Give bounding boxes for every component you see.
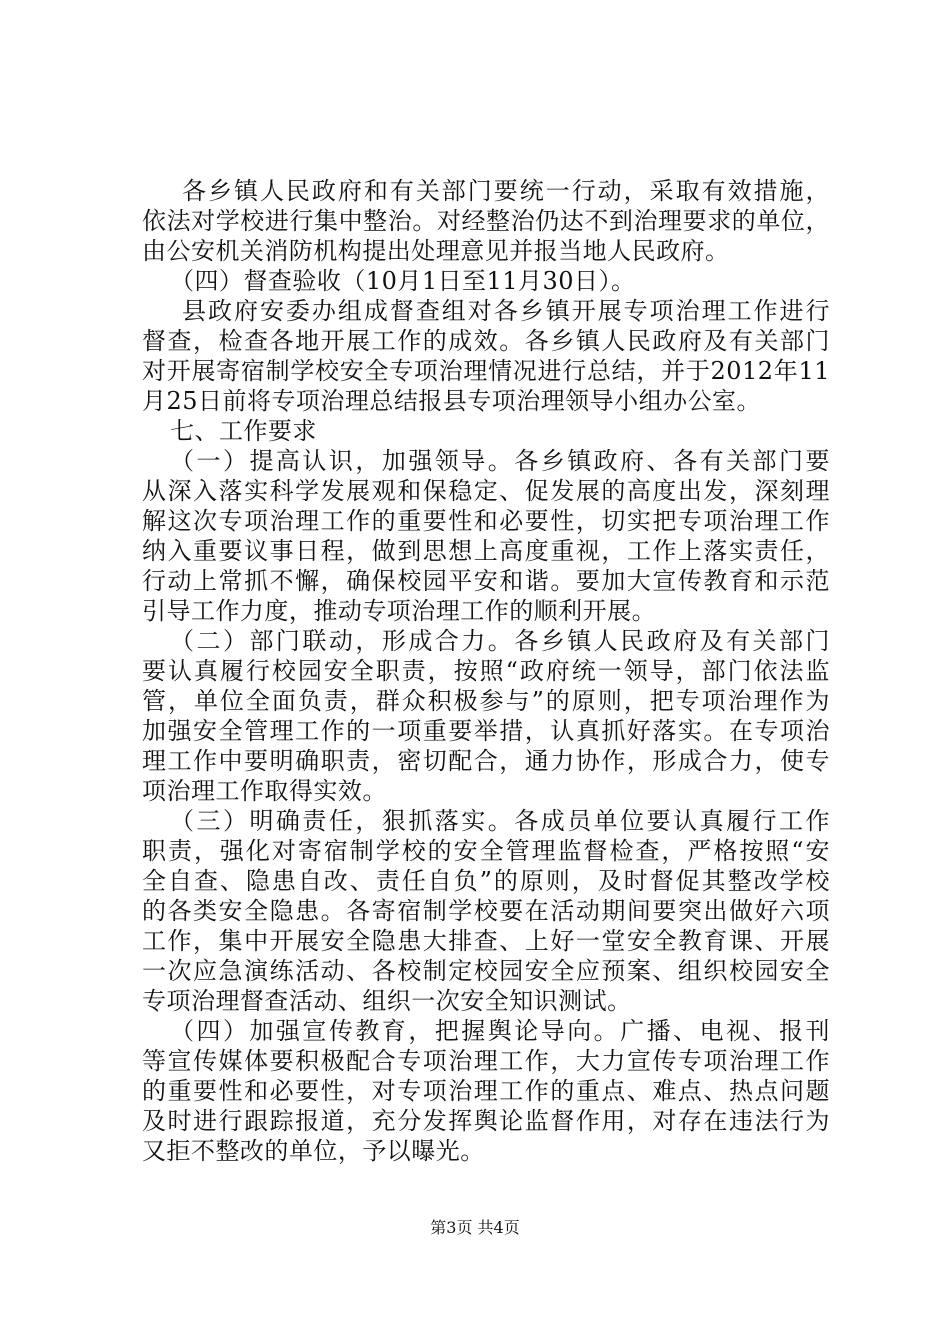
text-line: 一次应急演练活动、各校制定校园安全应预案、组织校园安全 xyxy=(142,957,830,985)
text-line: 纳入重要议事日程，做到思想上高度重视，工作上落实责任， xyxy=(142,537,830,565)
text-line: 要认真履行校园安全职责，按照“政府统一领导，部门依法监 xyxy=(142,657,830,685)
text-line: 全自查、隐患自改、责任自负”的原则，及时督促其整改学校 xyxy=(142,867,830,895)
text-line: 加强安全管理工作的一项重要举措，认真抓好落实。在专项治 xyxy=(142,717,830,745)
text-line: （二）部门联动，形成合力。各乡镇人民政府及有关部门 xyxy=(170,627,830,655)
text-line: 工作，集中开展安全隐患大排查、上好一堂安全教育课、开展 xyxy=(142,927,830,955)
page-footer: 第3页 共4页 xyxy=(430,1218,520,1237)
text-line: （四）督查验收（10月1日至11月30日）。 xyxy=(170,267,636,295)
text-line: （三）明确责任，狠抓落实。各成员单位要认真履行工作 xyxy=(170,807,830,835)
text-line: （四）加强宣传教育，把握舆论导向。广播、电视、报刊 xyxy=(170,1017,830,1045)
text-line: 又拒不整改的单位，予以曝光。 xyxy=(142,1137,485,1165)
text-line: 从深入落实科学发展观和保稳定、促发展的高度出发，深刻理 xyxy=(142,477,830,505)
text-line: 七、工作要求 xyxy=(170,417,317,445)
text-line: 理工作中要明确职责，密切配合，通力协作，形成合力，使专 xyxy=(142,747,830,775)
text-line: 各乡镇人民政府和有关部门要统一行动，采取有效措施， xyxy=(182,177,830,205)
text-line: 项治理工作取得实效。 xyxy=(142,777,387,805)
text-line: 督查，检查各地开展工作的成效。各乡镇人民政府及有关部门 xyxy=(142,327,830,355)
text-line: 管，单位全面负责，群众积极参与”的原则，把专项治理作为 xyxy=(142,687,830,715)
text-line: 的各类安全隐患。各寄宿制学校要在活动期间要突出做好六项 xyxy=(142,897,830,925)
text-line: 对开展寄宿制学校安全专项治理情况进行总结，并于2012年11 xyxy=(142,357,830,385)
text-line: 的重要性和必要性，对专项治理工作的重点、难点、热点问题 xyxy=(142,1077,830,1105)
text-line: 及时进行跟踪报道，充分发挥舆论监督作用，对存在违法行为 xyxy=(142,1107,830,1135)
text-line: 依法对学校进行集中整治。对经整治仍达不到治理要求的单位， xyxy=(142,207,830,235)
text-line: 等宣传媒体要积极配合专项治理工作，大力宣传专项治理工作 xyxy=(142,1047,830,1075)
text-line: 县政府安委办组成督查组对各乡镇开展专项治理工作进行 xyxy=(182,297,830,325)
text-line: 专项治理督查活动、组织一次安全知识测试。 xyxy=(142,987,632,1015)
text-line: 引导工作力度，推动专项治理工作的顺利开展。 xyxy=(142,597,657,625)
text-line: 由公安机关消防机构提出处理意见并报当地人民政府。 xyxy=(142,237,730,265)
text-line: 职责，强化对寄宿制学校的安全管理监督检查，严格按照“安 xyxy=(142,837,830,865)
text-line: 解这次专项治理工作的重要性和必要性，切实把专项治理工作 xyxy=(142,507,830,535)
text-line: 行动上常抓不懈，确保校园平安和谐。要加大宣传教育和示范 xyxy=(142,567,830,595)
text-line: （一）提高认识，加强领导。各乡镇政府、各有关部门要 xyxy=(170,447,830,475)
body-text xyxy=(142,176,830,1166)
text-line: 月25日前将专项治理总结报县专项治理领导小组办公室。 xyxy=(142,387,762,415)
